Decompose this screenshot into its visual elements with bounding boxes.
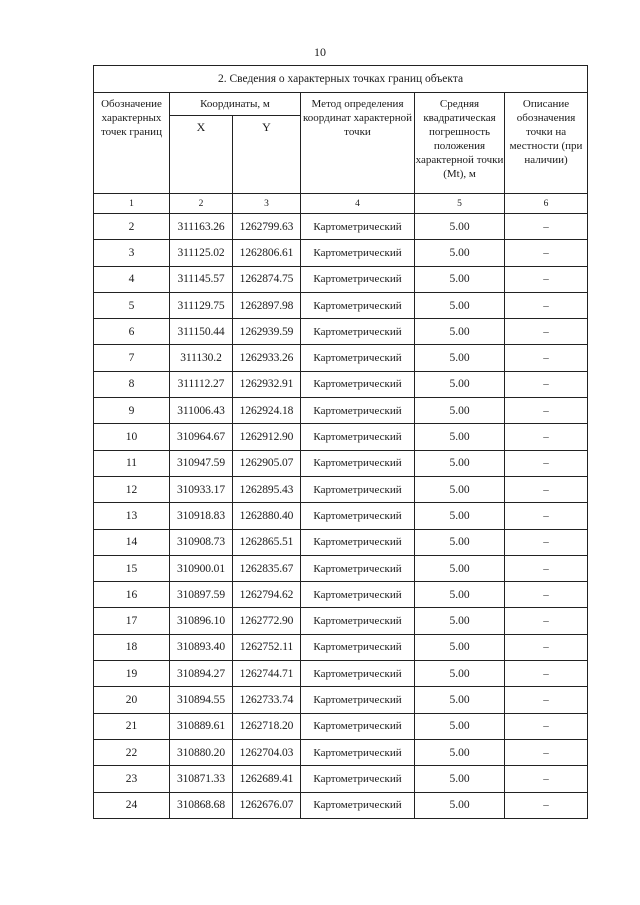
error-cell: 5.00 (415, 476, 505, 502)
y-coordinate-cell: 1262932.91 (233, 371, 301, 397)
y-coordinate-cell: 1262874.75 (233, 266, 301, 292)
table-row (94, 687, 588, 713)
table-row (94, 292, 588, 318)
x-coordinate-cell: 310871.33 (170, 766, 233, 792)
method-cell: Картометрический (301, 476, 415, 502)
y-coordinate-cell: 1262939.59 (233, 319, 301, 345)
method-cell: Картометрический (301, 424, 415, 450)
table-row (94, 371, 588, 397)
x-coordinate-cell: 310918.83 (170, 503, 233, 529)
error-cell: 5.00 (415, 345, 505, 371)
method-cell: Картометрический (301, 582, 415, 608)
x-coordinate-cell: 311130.2 (170, 345, 233, 371)
column-number: 2 (170, 194, 233, 214)
x-coordinate-cell: 311150.44 (170, 319, 233, 345)
header-error: Средняя квадратическая погрешность положения характерной точки (Mt), м (415, 93, 505, 194)
error-cell: 5.00 (415, 266, 505, 292)
description-cell: – (505, 214, 588, 240)
y-coordinate-cell: 1262744.71 (233, 661, 301, 687)
description-cell: – (505, 766, 588, 792)
method-cell: Картометрический (301, 345, 415, 371)
error-cell: 5.00 (415, 371, 505, 397)
point-cell: 20 (94, 687, 170, 713)
error-cell: 5.00 (415, 424, 505, 450)
point-cell: 18 (94, 634, 170, 660)
error-cell: 5.00 (415, 529, 505, 555)
point-cell: 19 (94, 661, 170, 687)
table-row (94, 713, 588, 739)
point-cell: 21 (94, 713, 170, 739)
point-cell: 5 (94, 292, 170, 318)
y-coordinate-cell: 1262794.62 (233, 582, 301, 608)
x-coordinate-cell: 310933.17 (170, 476, 233, 502)
method-cell: Картометрический (301, 240, 415, 266)
column-number: 4 (301, 194, 415, 214)
description-cell: – (505, 345, 588, 371)
error-cell: 5.00 (415, 503, 505, 529)
header-method: Метод определения координат характерной точки (301, 93, 415, 194)
point-cell: 17 (94, 608, 170, 634)
x-coordinate-cell: 310897.59 (170, 582, 233, 608)
header-point: Обозначение характерных точек границ (94, 93, 170, 194)
table-row (94, 661, 588, 687)
x-coordinate-cell: 310900.01 (170, 555, 233, 581)
x-coordinate-cell: 310868.68 (170, 792, 233, 818)
method-cell: Картометрический (301, 766, 415, 792)
error-cell: 5.00 (415, 555, 505, 581)
table-row (94, 266, 588, 292)
table-row (94, 582, 588, 608)
point-cell: 4 (94, 266, 170, 292)
description-cell: – (505, 739, 588, 765)
header-coordinates: Координаты, м (170, 93, 301, 116)
method-cell: Картометрический (301, 371, 415, 397)
y-coordinate-cell: 1262912.90 (233, 424, 301, 450)
y-coordinate-cell: 1262772.90 (233, 608, 301, 634)
table-row (94, 319, 588, 345)
column-number: 6 (505, 194, 588, 214)
y-coordinate-cell: 1262905.07 (233, 450, 301, 476)
method-cell: Картометрический (301, 739, 415, 765)
description-cell: – (505, 713, 588, 739)
method-cell: Картометрический (301, 266, 415, 292)
error-cell: 5.00 (415, 582, 505, 608)
x-coordinate-cell: 310894.27 (170, 661, 233, 687)
y-coordinate-cell: 1262752.11 (233, 634, 301, 660)
error-cell: 5.00 (415, 766, 505, 792)
y-coordinate-cell: 1262676.07 (233, 792, 301, 818)
x-coordinate-cell: 311112.27 (170, 371, 233, 397)
point-cell: 9 (94, 398, 170, 424)
point-cell: 7 (94, 345, 170, 371)
x-coordinate-cell: 311145.57 (170, 266, 233, 292)
point-cell: 15 (94, 555, 170, 581)
x-coordinate-cell: 311129.75 (170, 292, 233, 318)
error-cell: 5.00 (415, 634, 505, 660)
error-cell: 5.00 (415, 398, 505, 424)
error-cell: 5.00 (415, 240, 505, 266)
x-coordinate-cell: 310889.61 (170, 713, 233, 739)
table-row (94, 739, 588, 765)
y-coordinate-cell: 1262733.74 (233, 687, 301, 713)
description-cell: – (505, 424, 588, 450)
column-number-row (94, 194, 588, 214)
boundary-points-table (93, 65, 588, 819)
method-cell: Картометрический (301, 687, 415, 713)
error-cell: 5.00 (415, 713, 505, 739)
error-cell: 5.00 (415, 792, 505, 818)
method-cell: Картометрический (301, 661, 415, 687)
y-coordinate-cell: 1262835.67 (233, 555, 301, 581)
section-title-row (94, 66, 588, 93)
y-coordinate-cell: 1262924.18 (233, 398, 301, 424)
y-coordinate-cell: 1262689.41 (233, 766, 301, 792)
description-cell: – (505, 792, 588, 818)
point-cell: 23 (94, 766, 170, 792)
x-coordinate-cell: 310896.10 (170, 608, 233, 634)
x-coordinate-cell: 310893.40 (170, 634, 233, 660)
point-cell: 22 (94, 739, 170, 765)
point-cell: 11 (94, 450, 170, 476)
x-coordinate-cell: 310964.67 (170, 424, 233, 450)
method-cell: Картометрический (301, 450, 415, 476)
header-x: X (170, 116, 233, 194)
x-coordinate-cell: 310894.55 (170, 687, 233, 713)
error-cell: 5.00 (415, 687, 505, 713)
method-cell: Картометрический (301, 319, 415, 345)
y-coordinate-cell: 1262933.26 (233, 345, 301, 371)
table-row (94, 424, 588, 450)
point-cell: 10 (94, 424, 170, 450)
error-cell: 5.00 (415, 319, 505, 345)
description-cell: – (505, 687, 588, 713)
table-row (94, 398, 588, 424)
page-number: 10 (314, 45, 326, 59)
y-coordinate-cell: 1262799.63 (233, 214, 301, 240)
description-cell: – (505, 371, 588, 397)
table-row (94, 555, 588, 581)
x-coordinate-cell: 311125.02 (170, 240, 233, 266)
error-cell: 5.00 (415, 739, 505, 765)
y-coordinate-cell: 1262806.61 (233, 240, 301, 266)
table-body (94, 66, 588, 819)
point-cell: 2 (94, 214, 170, 240)
description-cell: – (505, 240, 588, 266)
point-cell: 8 (94, 371, 170, 397)
point-cell: 12 (94, 476, 170, 502)
description-cell: – (505, 266, 588, 292)
error-cell: 5.00 (415, 608, 505, 634)
description-cell: – (505, 555, 588, 581)
table-row (94, 792, 588, 818)
description-cell: – (505, 398, 588, 424)
table-row (94, 766, 588, 792)
description-cell: – (505, 319, 588, 345)
method-cell: Картометрический (301, 398, 415, 424)
method-cell: Картометрический (301, 214, 415, 240)
x-coordinate-cell: 310880.20 (170, 739, 233, 765)
description-cell: – (505, 503, 588, 529)
description-cell: – (505, 608, 588, 634)
point-cell: 3 (94, 240, 170, 266)
point-cell: 16 (94, 582, 170, 608)
x-coordinate-cell: 310947.59 (170, 450, 233, 476)
description-cell: – (505, 634, 588, 660)
header-row (94, 93, 588, 116)
table-row (94, 214, 588, 240)
y-coordinate-cell: 1262865.51 (233, 529, 301, 555)
table-row (94, 240, 588, 266)
x-coordinate-cell: 310908.73 (170, 529, 233, 555)
table-row (94, 503, 588, 529)
y-coordinate-cell: 1262718.20 (233, 713, 301, 739)
point-cell: 13 (94, 503, 170, 529)
table-row (94, 634, 588, 660)
x-coordinate-cell: 311006.43 (170, 398, 233, 424)
y-coordinate-cell: 1262895.43 (233, 476, 301, 502)
description-cell: – (505, 476, 588, 502)
point-cell: 24 (94, 792, 170, 818)
method-cell: Картометрический (301, 555, 415, 581)
column-number: 5 (415, 194, 505, 214)
error-cell: 5.00 (415, 450, 505, 476)
table-row (94, 608, 588, 634)
table-row (94, 345, 588, 371)
description-cell: – (505, 582, 588, 608)
description-cell: – (505, 292, 588, 318)
error-cell: 5.00 (415, 661, 505, 687)
method-cell: Картометрический (301, 529, 415, 555)
description-cell: – (505, 450, 588, 476)
column-number: 1 (94, 194, 170, 214)
table-row (94, 450, 588, 476)
description-cell: – (505, 661, 588, 687)
error-cell: 5.00 (415, 292, 505, 318)
y-coordinate-cell: 1262880.40 (233, 503, 301, 529)
method-cell: Картометрический (301, 503, 415, 529)
header-description: Описание обозначения точки на местности (при наличии) (505, 93, 588, 194)
description-cell: – (505, 529, 588, 555)
error-cell: 5.00 (415, 214, 505, 240)
x-coordinate-cell: 311163.26 (170, 214, 233, 240)
point-cell: 6 (94, 319, 170, 345)
point-cell: 14 (94, 529, 170, 555)
column-number: 3 (233, 194, 301, 214)
y-coordinate-cell: 1262704.03 (233, 739, 301, 765)
table-row (94, 529, 588, 555)
section-title: 2. Сведения о характерных точках границ объекта (94, 66, 588, 93)
y-coordinate-cell: 1262897.98 (233, 292, 301, 318)
method-cell: Картометрический (301, 608, 415, 634)
method-cell: Картометрический (301, 634, 415, 660)
header-y: Y (233, 116, 301, 194)
method-cell: Картометрический (301, 292, 415, 318)
table-row (94, 476, 588, 502)
method-cell: Картометрический (301, 713, 415, 739)
method-cell: Картометрический (301, 792, 415, 818)
